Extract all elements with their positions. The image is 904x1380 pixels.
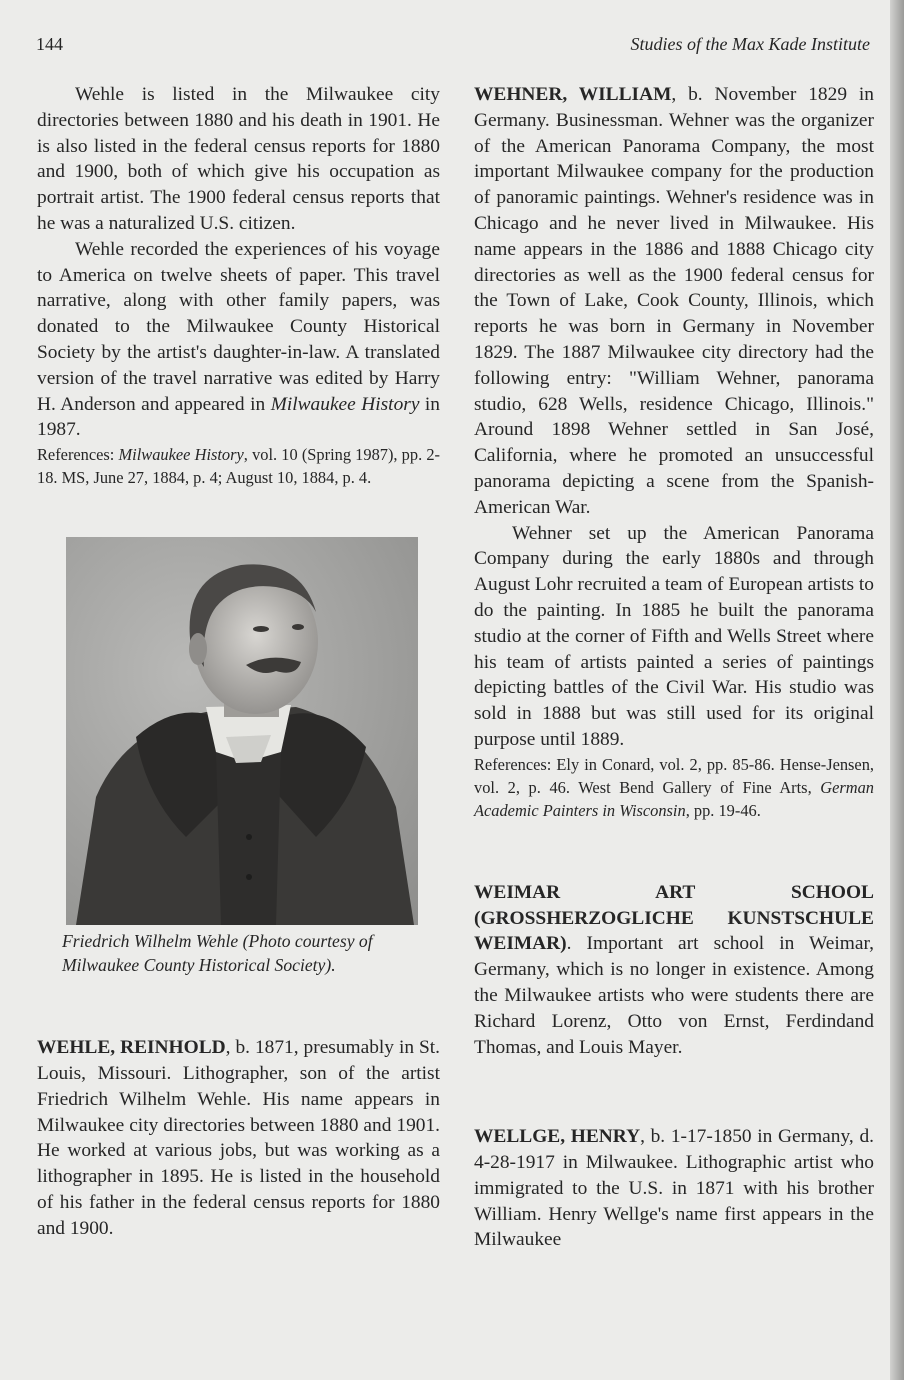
page-header — [36, 34, 870, 60]
photo-caption: Friedrich Wilhelm Wehle (Photo courtesy of Milwaukee County Historical Society). — [62, 931, 373, 976]
entry-heading: WEIMAR ART SCHOOL (GROSSHERZOGLICHE KUNSTSCHULE WEIMAR) — [474, 881, 874, 955]
portrait-illustration — [66, 537, 418, 925]
entry-heading: WELLGE, HENRY — [474, 1126, 641, 1148]
left-column — [37, 82, 440, 1242]
wehner-paragraph-2: Wehner set up the American Panorama Company during the early 1880s and through August Lohr recruited a team of European artists to do the painting. In 1885 he built the panorama studio at the corner of Fifth and Wells Street where his team of artists painted a series of paintings depicting battles of the Civil War. His studio was sold in 1888 but was still used for its original purpose until 1889. — [474, 522, 874, 750]
wehle-paragraph-2: Wehle recorded the experiences of his voyage to America on twelve sheets of paper. This travel narrative, along with other family papers, was donated to the Milwaukee County Historical Society by the artist's daughter-in-law. A translated version of the travel narrative was edited by Harry H. Anderson and appeared in Milwaukee History in 1987. — [37, 238, 440, 441]
entry-heading: WEHLE, REINHOLD — [37, 1037, 226, 1059]
wehle-references: References: Milwaukee History, vol. 10 (Spring 1987), pp. 2-18. MS, June 27, 1884, p. 4; August 10, 1884, p. 4. — [37, 445, 440, 488]
wehner-entry: WEHNER, WILLIAM, b. November 1829 in Germany. Businessman. Wehner was the organizer of the American Panorama Company, the most important Milwaukee company for the production of panoramic paintings. Wehner's residence was in Chicago and he never lived in Milwaukee. His name appears in the 1886 and 1888 Chicago city directories as well as the 1900 federal census for the Town of Lake, Cook County, Illinois, which reports he was born in Germany in November 1829. The 1887 Milwaukee city directory had the following entry: "William Wehner, panorama studio, 628 Wells, residence Chicago, Illinois." Around 1898 Wehner settled in San José, California, where he promoted an unsuccessful panorama depicting a scene from the Spanish-American War. — [474, 84, 874, 518]
wehner-references: References: Ely in Conard, vol. 2, pp. 85-86. Hense-Jensen, vol. 2, p. 46. West Bend Gallery of Fine Arts, German Academic Painters in Wisconsin, pp. 19-46. — [474, 754, 874, 820]
right-column — [474, 82, 874, 1253]
portrait-photo — [66, 537, 418, 925]
title-milwaukee-history: Milwaukee History — [270, 393, 420, 415]
page-number: 144 — [36, 34, 63, 54]
entry-heading: WEHNER, WILLIAM — [474, 84, 672, 105]
reinhold-entry: WEHLE, REINHOLD, b. 1871, presumably in St. Louis, Missouri. Lithographer, son of the artist Friedrich Wilhelm Wehle. His name appears in Milwaukee city directories between 1880 and 1901. He worked at various jobs, but was working as a lithographer in 1895. He is listed in the household of his father in the federal census reports for 1880 and 1900. — [37, 1037, 441, 1239]
page-edge-shadow — [890, 0, 904, 1380]
weimar-entry: WEIMAR ART SCHOOL (GROSSHERZOGLICHE KUNSTSCHULE WEIMAR). Important art school in Weimar, Germany, which is no longer in existence. Among the Milwaukee artists who were students there are Richard Lorenz, Otto von Ernst, Ferdindand Thomas, and Louis Mayer. — [474, 881, 874, 1058]
wehle-paragraph-1: Wehle is listed in the Milwaukee city directories between 1880 and his death in 1901. He is also listed in the federal census reports for 1880 and 1900, both of which give his occupation as portrait artist. The 1900 federal census reports that he was a naturalized U.S. citizen. — [37, 84, 440, 234]
running-title: Studies of the Max Kade Institute — [630, 34, 870, 54]
wellge-entry: WELLGE, HENRY, b. 1-17-1850 in Germany, d. 4-28-1917 in Milwaukee. Lithographic artist who immigrated to the U.S. in 1871 with his brother William. Henry Wellge's name first appears in the Milwaukee — [474, 1126, 874, 1251]
